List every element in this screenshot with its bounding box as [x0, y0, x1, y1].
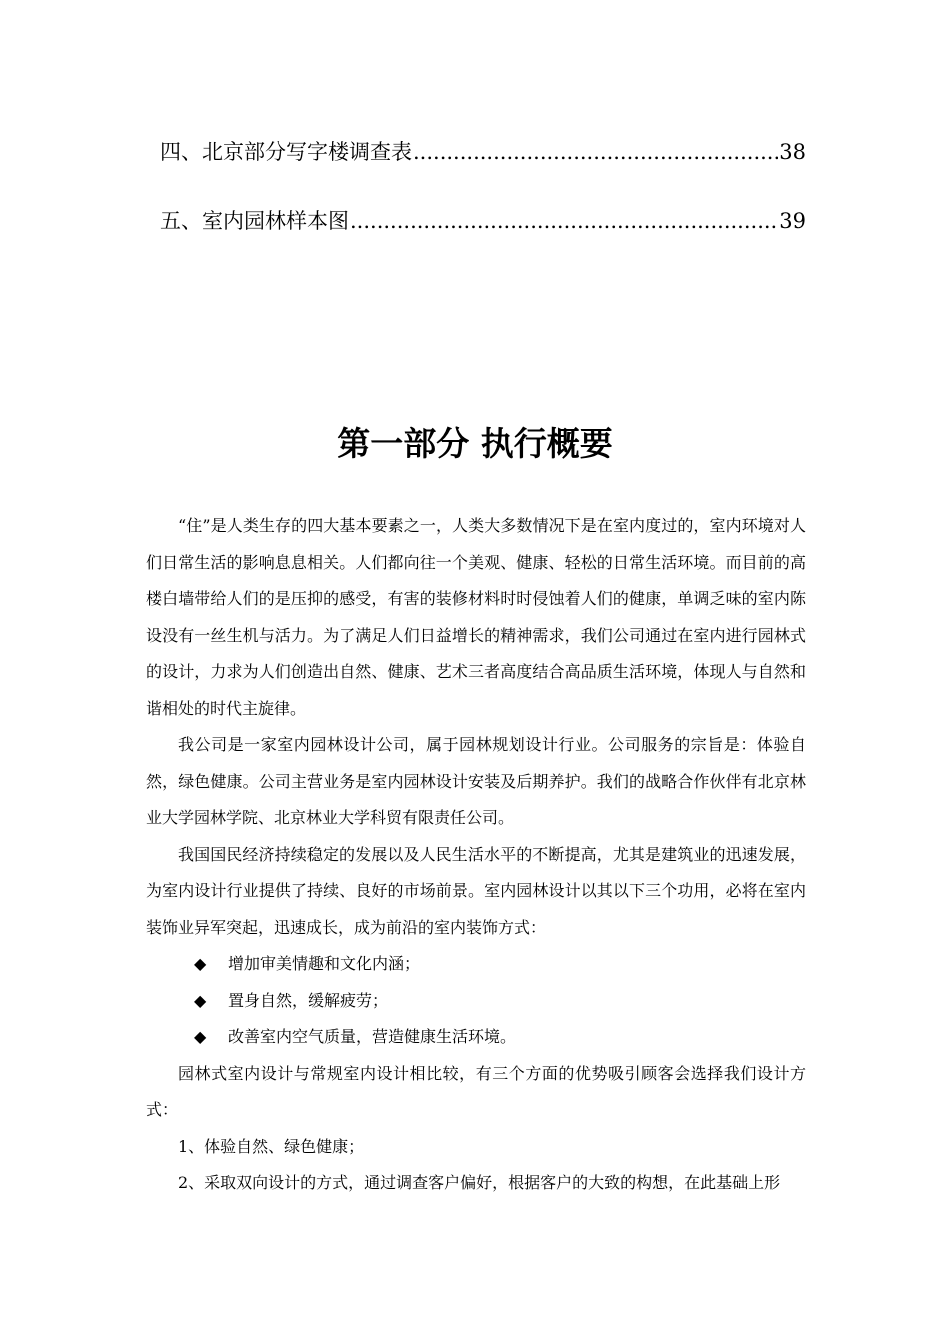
paragraph: 我国国民经济持续稳定的发展以及人民生活水平的不断提高，尤其是建筑业的迅速发展，为室内设计行业提供了持续、良好的市场前景。室内园林设计以其以下三个功用，必将在室内装饰业异军突起，迅速成长，成为前沿的室内装饰方式： — [146, 844, 806, 937]
diamond-bullet-icon: ◆ — [194, 954, 207, 973]
bullet-text: 增加审美情趣和文化内涵； — [228, 954, 421, 973]
bullet-text: 改善室内空气质量，营造健康生活环境。 — [228, 1027, 517, 1046]
toc-entry-page: 39 — [779, 209, 806, 233]
paragraph: 园林式室内设计与常规室内设计相比较，有三个方面的优势吸引顾客会选择我们设计方式： — [146, 1063, 806, 1119]
bullet-item — [146, 983, 806, 1020]
paragraph: 我公司是一家室内园林设计公司，属于园林规划设计行业。公司服务的宗旨是：体验自然，绿色健康。公司主营业务是室内园林设计安装及后期养护。我们的战略合作伙伴有北京林业大学园林学院、北京林业大学科贸有限责任公司。 — [146, 735, 806, 827]
toc-entry[interactable] — [160, 138, 806, 166]
diamond-bullet-icon: ◆ — [194, 990, 207, 1010]
bullet-item — [146, 946, 806, 983]
bullet-text: 置身自然，缓解疲劳； — [228, 990, 389, 1010]
body-text — [146, 508, 806, 1202]
toc-leader-dots — [350, 207, 778, 235]
numbered-item: 1、体验自然、绿色健康； — [178, 1136, 365, 1156]
toc-leader-dots — [413, 138, 778, 166]
diamond-bullet-icon: ◆ — [194, 1027, 207, 1046]
numbered-item: 2、采取双向设计的方式，通过调查客户偏好，根据客户的大致的构想，在此基础上形 — [178, 1173, 781, 1192]
paragraph: “住”是人类生存的四大基本要素之一，人类大多数情况下是在室内度过的，室内环境对人们日常生活的影响息息相关。人们都向往一个美观、健康、轻松的日常生活环境。而目前的高楼白墙带给人们的是压抑的感受，有害的装修材料时时侵蚀着人们的健康，单调乏味的室内陈设没有一丝生机与活力。为了满足人们日益增长的精神需求，我们公司通过在室内进行园林式的设计，力求为人们创造出自然、健康、艺术三者高度结合高品质生活环境，体现人与自然和谐相处的时代主旋律。 — [146, 516, 806, 718]
toc-entry[interactable] — [160, 207, 806, 235]
toc-entry-title: 四、北京部分写字楼调查表 — [160, 140, 412, 164]
toc-entry-title: 五、室内园林样本图 — [160, 209, 349, 233]
toc-entry-page: 38 — [779, 140, 806, 164]
section-heading: 第一部分 执行概要 — [337, 424, 613, 463]
bullet-item — [146, 1019, 806, 1056]
